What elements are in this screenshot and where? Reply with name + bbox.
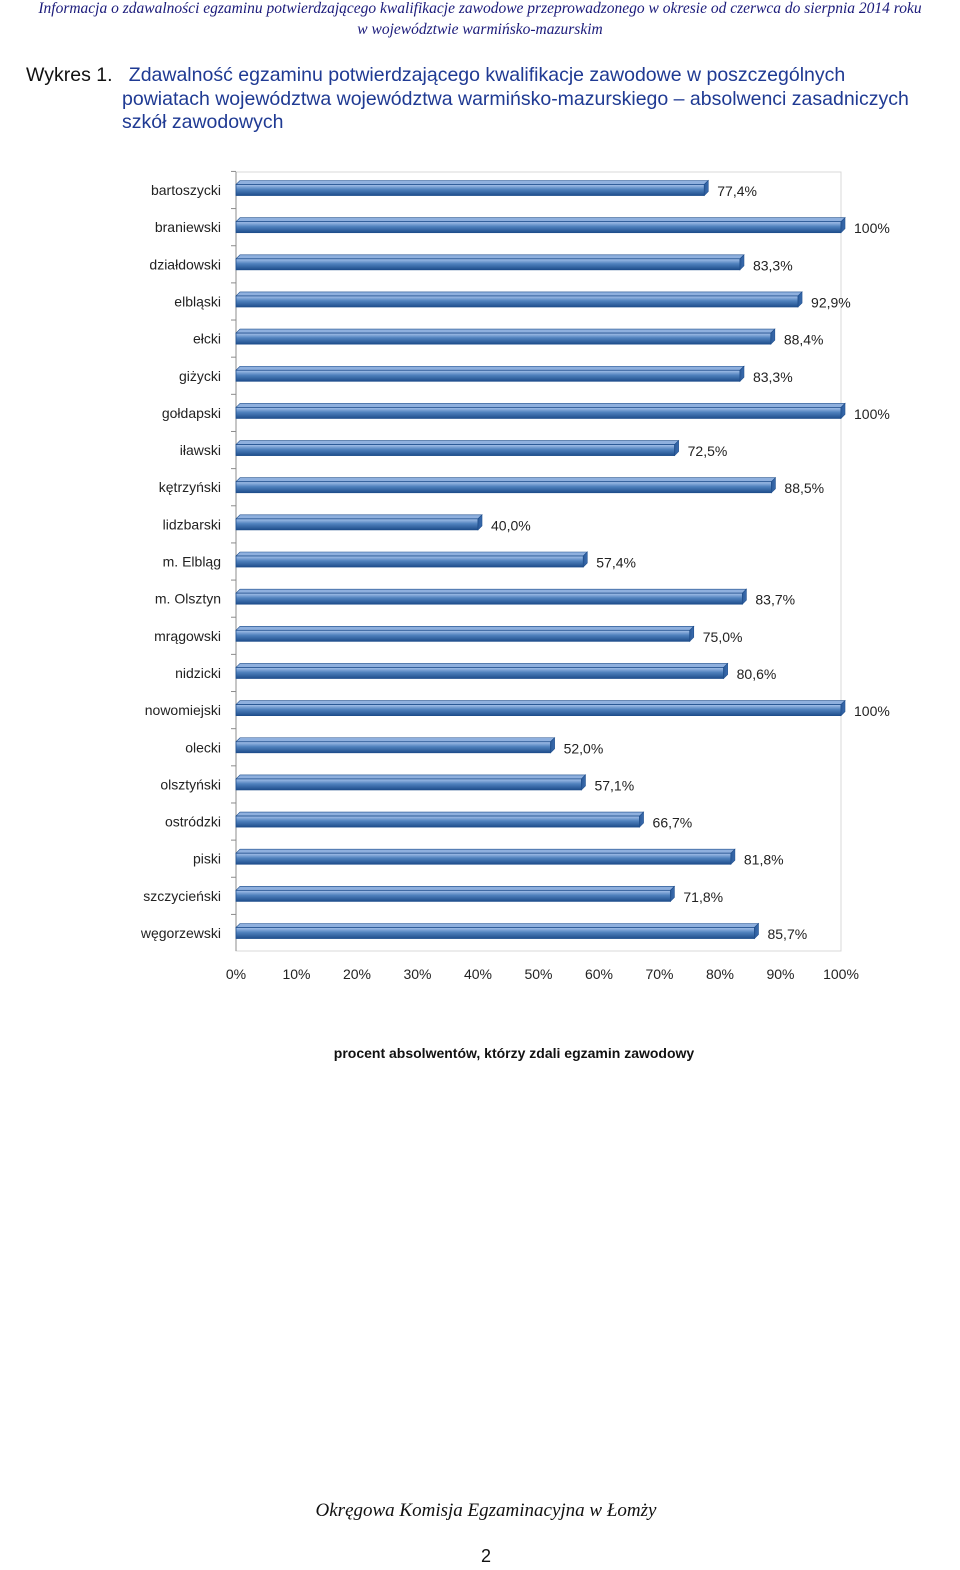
bar-top-face xyxy=(236,403,845,407)
category-label: m. Olsztyn xyxy=(154,590,221,607)
bar xyxy=(236,445,675,456)
bar xyxy=(236,222,841,233)
category-label: działdowski xyxy=(149,256,221,273)
plot-area xyxy=(140,171,890,1061)
bar-group xyxy=(174,283,850,311)
bar-top-face xyxy=(236,886,674,890)
x-tick-label: 80% xyxy=(705,966,735,982)
bar-group xyxy=(155,209,890,237)
data-label: 71,8% xyxy=(683,888,724,905)
bar xyxy=(236,370,740,381)
x-tick-label: 90% xyxy=(766,966,795,982)
bar-group xyxy=(175,654,776,682)
bar xyxy=(236,333,771,344)
caption-text1: Zdawalność egzaminu potwierdzającego kwalifikacje zawodowe w poszczególnych xyxy=(128,64,846,86)
data-label: 52,0% xyxy=(563,740,604,757)
data-label: 83,7% xyxy=(755,591,796,608)
bar-group xyxy=(149,246,792,274)
caption-label: Wykres 1. xyxy=(26,64,113,86)
bar-group xyxy=(163,506,531,534)
x-tick-label: 0% xyxy=(225,966,247,982)
bar-top-face xyxy=(236,515,482,519)
page-header-line1: Informacja o zdawalności egzaminu potwierdzającego kwalifikacje zawodowe przeprowadzonego w okresie od czerwca do sierpnia 2014 roku xyxy=(38,0,922,17)
bar xyxy=(236,593,742,604)
bar-group xyxy=(163,543,636,571)
bar xyxy=(236,779,581,790)
bar xyxy=(236,630,690,641)
bar xyxy=(236,742,551,753)
bar xyxy=(236,556,583,567)
bar xyxy=(236,185,704,196)
bar-top-face xyxy=(236,478,775,482)
bar xyxy=(236,519,478,530)
bar xyxy=(236,928,754,939)
x-tick-label: 100% xyxy=(823,966,859,982)
bar-group xyxy=(140,914,807,942)
x-tick-label: 40% xyxy=(463,966,493,982)
bar-group xyxy=(180,431,728,459)
category-label: nidzicki xyxy=(175,664,221,681)
category-label: kętrzyński xyxy=(158,479,221,496)
data-label: 85,7% xyxy=(767,926,808,942)
bar-top-face xyxy=(236,663,728,667)
bar-group xyxy=(143,877,723,905)
bar-group xyxy=(193,320,824,348)
bar xyxy=(236,259,740,270)
category-label: olsztyński xyxy=(160,776,221,793)
data-label: 72,5% xyxy=(687,443,728,460)
bar-group xyxy=(179,357,793,385)
bar-top-face xyxy=(236,738,555,742)
data-label: 81,8% xyxy=(743,851,784,868)
data-label: 80,6% xyxy=(736,665,777,682)
data-label: 92,9% xyxy=(811,294,851,311)
category-label: iławski xyxy=(179,442,221,459)
x-axis-title: procent absolwentów, którzy zdali egzamin zawodowy xyxy=(333,1045,695,1061)
category-label: lidzbarski xyxy=(162,516,221,533)
category-label: m. Elbląg xyxy=(162,553,221,570)
bar-top-face xyxy=(236,218,845,222)
x-tick-label: 60% xyxy=(584,966,614,982)
category-label: olecki xyxy=(185,739,221,756)
category-label: węgorzewski xyxy=(140,925,221,941)
bar-top-face xyxy=(236,849,735,853)
category-label: gołdapski xyxy=(161,404,221,421)
category-label: szczycieński xyxy=(143,887,221,904)
bar-group xyxy=(160,766,634,794)
bar-top-face xyxy=(236,812,644,816)
bar-top-face xyxy=(236,292,802,296)
x-tick-label: 30% xyxy=(403,966,432,982)
bar-top-face xyxy=(236,441,679,445)
bar xyxy=(236,407,841,418)
x-tick-label: 50% xyxy=(524,966,553,982)
category-label: ostródzki xyxy=(164,813,221,830)
bar-group xyxy=(151,171,757,199)
bar-top-face xyxy=(236,366,744,370)
bar-group xyxy=(159,469,824,497)
bar-group xyxy=(145,692,890,720)
data-label: 83,3% xyxy=(752,368,793,385)
category-label: giżycki xyxy=(178,367,221,384)
category-label: nowomiejski xyxy=(144,702,221,719)
bar xyxy=(236,667,724,678)
data-label: 57,4% xyxy=(596,554,636,571)
bar xyxy=(236,853,731,864)
bar-top-face xyxy=(236,626,694,630)
x-tick-label: 10% xyxy=(282,966,311,982)
bar xyxy=(236,890,670,901)
data-label: 100% xyxy=(854,703,890,720)
data-label: 83,3% xyxy=(752,257,793,274)
data-label: 100% xyxy=(854,220,890,237)
category-label: braniewski xyxy=(154,219,221,236)
bar-group xyxy=(155,580,795,608)
bar-group xyxy=(154,617,742,645)
category-label: bartoszycki xyxy=(150,182,221,198)
x-tick-label: 20% xyxy=(342,966,372,982)
bar xyxy=(236,296,798,307)
data-label: 77,4% xyxy=(717,183,757,199)
category-label: ełcki xyxy=(192,330,221,347)
bar-top-face xyxy=(236,775,585,779)
bar-group xyxy=(162,394,890,422)
bar-top-face xyxy=(236,255,744,259)
data-label: 88,4% xyxy=(783,331,824,348)
category-label: elbląski xyxy=(174,293,221,310)
category-label: piski xyxy=(192,850,221,867)
footer-organization: Okręgowa Komisja Egzaminacyjna w Łomży xyxy=(315,1500,657,1521)
bar-top-face xyxy=(236,181,708,185)
data-label: 66,7% xyxy=(652,814,693,831)
data-label: 40,0% xyxy=(491,517,531,534)
bar-top-face xyxy=(236,701,845,705)
bar xyxy=(236,482,771,493)
page-header-line2: w województwie warmińsko-mazurskim xyxy=(357,21,603,38)
caption-text2: powiatach województwa województwa warmińsko-mazurskiego – absolwenci zasadniczych xyxy=(122,87,909,110)
data-label: 75,0% xyxy=(702,628,743,645)
data-label: 57,1% xyxy=(594,777,635,794)
bar-group xyxy=(185,729,603,757)
category-label: mrągowski xyxy=(154,627,221,644)
caption-text3: szkół zawodowych xyxy=(122,111,284,133)
bar-top-face xyxy=(236,589,746,593)
page-number: 2 xyxy=(480,1546,491,1566)
bar-top-face xyxy=(236,924,758,928)
bar xyxy=(236,816,640,827)
data-label: 100% xyxy=(854,405,890,422)
bar-group xyxy=(165,803,692,831)
bar-top-face xyxy=(236,552,587,556)
bar-top-face xyxy=(236,329,775,333)
x-tick-label: 70% xyxy=(645,966,674,982)
data-label: 88,5% xyxy=(784,480,825,497)
bar-group xyxy=(193,840,784,868)
bar xyxy=(236,705,841,716)
